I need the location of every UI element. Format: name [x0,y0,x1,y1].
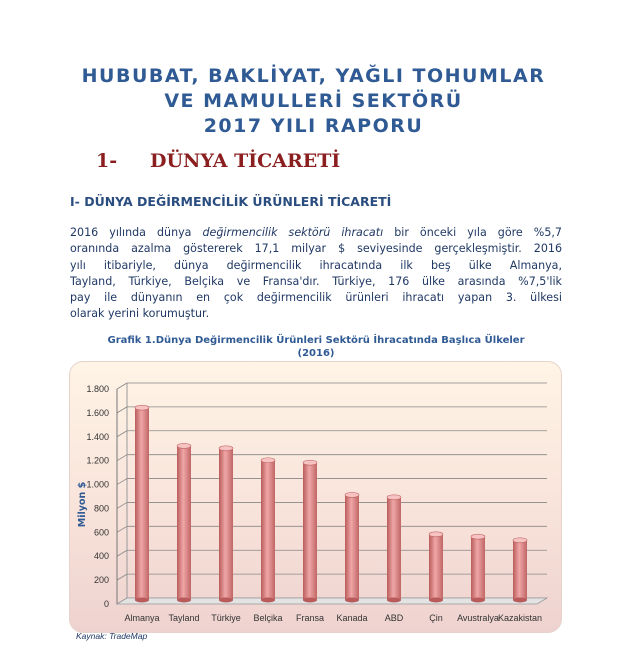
y-tick-label: 1.200 [86,455,109,466]
x-tick-label: Tayland [168,613,200,623]
report-title [0,64,627,139]
x-tick-label: Çin [429,613,443,623]
gridline-diagonal [117,550,127,556]
bar [303,463,317,600]
y-tick-label: 600 [93,527,109,538]
bar-top [429,532,443,537]
bar [219,448,233,600]
bar-base [219,598,233,603]
paragraph-line-2: oranında azalma göstererek 17,1 milyar $ seviyesinde gerçekleşmiştir. 2016 [70,242,562,256]
bar [261,460,275,600]
y-tick-label: 1.400 [86,431,109,442]
gridline-diagonal [117,574,127,580]
subheading: I- DÜNYA DEĞİRMENCİLİK ÜRÜNLERİ TİCARETİ [70,194,392,209]
y-tick-label: 1.600 [86,407,109,418]
bar [471,537,485,600]
paragraph-line-3: yılı itibariyle, dünya değirmencilik ihracatında ilk beş ülke Almanya, [70,258,562,272]
bar-top [387,495,401,500]
chart-title-line-2: (2016) [297,348,335,359]
x-tick-label: Avustralya [457,613,499,623]
bar [177,446,191,600]
bar-top [303,460,317,465]
bar [429,534,443,600]
bar-base [261,598,275,603]
bar [345,495,359,600]
gridline-diagonal [117,383,127,389]
bar-top [345,492,359,497]
chart-title [70,334,562,360]
y-axis-label: Milyon $ [77,481,88,528]
x-tick-label: Kazakistan [497,613,543,623]
bar [387,497,401,600]
x-tick-label: Kanada [336,613,368,623]
y-tick-label: 0 [103,599,109,609]
bar-top [177,443,191,448]
report-title-line-2: VE MAMULLERİ SEKTÖRÜ [164,90,463,112]
paragraph-line-1-rest: bir önceki yıla göre %5,7 [383,226,562,239]
paragraph-line-5: pay ile dünyanın en çok değirmencilik ürünleri ihracatı yapan 3. ülkesi [70,291,562,305]
bar-base [177,598,191,603]
x-tick-label: Türkiye [211,613,241,623]
y-tick-label: 1.800 [86,384,109,394]
y-tick-label: 800 [93,503,109,514]
bar-top [219,446,233,451]
bar-base [303,598,317,603]
paragraph-line-1-start: 2016 yılında dünya [70,226,203,239]
bar-top [513,538,527,543]
gridline-diagonal [117,407,127,413]
report-title-line-3: 2017 YILI RAPORU [203,115,424,137]
bar-base [513,598,527,603]
bar-top [261,458,275,463]
gridline-diagonal [117,431,127,437]
x-tick-label: ABD [384,613,404,623]
source-note: Kaynak: TradeMap [76,631,148,641]
x-tick-label: Belçika [253,613,283,623]
x-tick-label: Fransa [295,613,325,623]
bar [135,408,149,600]
y-tick-label: 400 [93,551,109,562]
y-tick-label: 1.000 [86,479,109,490]
gridline-diagonal [117,526,127,532]
gridline-diagonal [117,479,127,485]
gridline-diagonal [117,455,127,461]
x-tick-label: Almanya [124,613,160,623]
bar [513,540,527,600]
bar-base [429,598,443,603]
paragraph-line-1-emphasis: değirmencilik sektörü ihracatı [202,226,384,239]
gridline-diagonal [117,502,127,508]
paragraph-line-1 [70,225,562,241]
bar-base [345,598,359,603]
bar-base [387,598,401,603]
body-paragraph [70,225,562,323]
bar-top [471,534,485,539]
chart-title-line-1: Grafik 1.Dünya Değirmencilik Ürünleri Sektörü İhracatında Başlıca Ülkeler [107,335,525,346]
paragraph-line-6: olarak yerini korumuştur. [70,307,210,321]
bar-top [135,405,149,410]
paragraph-line-4: Tayland, Türkiye, Belçika ve Fransa'dır. Türkiye, 176 ülke arasında %7,5'lik [70,274,562,288]
section-number: 1- [96,150,118,172]
section-title: DÜNYA TİCARETİ [150,150,341,172]
report-title-line-1: HUBUBAT, BAKLİYAT, YAĞLI TOHUMLAR [81,65,546,87]
bar-chart [69,361,561,631]
y-tick-label: 200 [93,575,109,586]
bar-base [471,598,485,603]
bar-base [135,598,149,603]
